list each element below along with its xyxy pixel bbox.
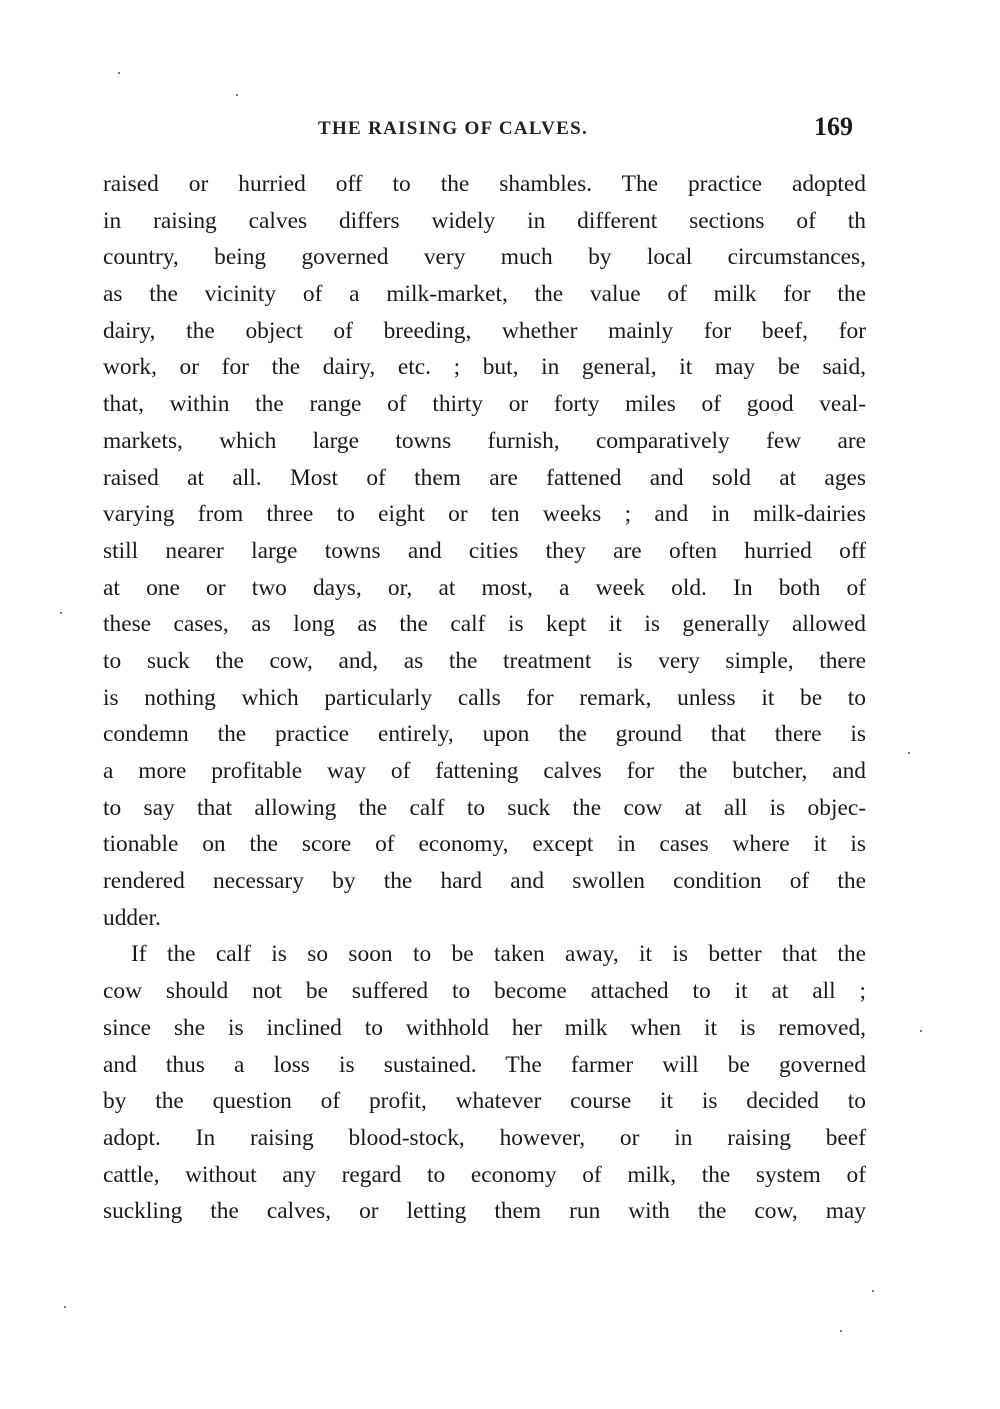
scan-speck <box>840 1330 842 1332</box>
text-line: a more profitable way of fattening calves for the butcher, and <box>103 758 866 784</box>
scan-speck <box>236 94 238 96</box>
scan-speck <box>908 752 910 754</box>
text-line: country, being governed very much by local circumstances, <box>103 244 866 271</box>
text-line: tionable on the score of economy, except in cases where it is <box>103 831 866 858</box>
text-line: by the question of profit, whatever course it is decided to <box>103 1088 866 1115</box>
scan-speck <box>920 1030 922 1032</box>
page-number: 169 <box>814 112 853 141</box>
text-line: as the vicinity of a milk-market, the value of milk for the <box>103 281 866 308</box>
text-line: suckling the calves, or letting them run with the cow, may <box>103 1198 866 1225</box>
text-line: cattle, without any regard to economy of milk, the system of <box>103 1161 866 1188</box>
text-line: raised or hurried off to the shambles. The practice adopted <box>103 171 866 197</box>
body-text <box>103 166 866 1230</box>
text-line: dairy, the object of breeding, whether mainly for beef, for <box>103 317 866 344</box>
text-line: condemn the practice entirely, upon the ground that there is <box>103 721 866 748</box>
text-line: adopt. In raising blood-stock, however, or in raising beef <box>103 1124 866 1151</box>
text-line: If the calf is so soon to be taken away, it is better that the <box>131 941 866 968</box>
running-head: THE RAISING OF CALVES. <box>318 118 589 139</box>
text-line: still nearer large towns and cities they are often hurried off <box>103 537 866 564</box>
text-line: is nothing which particularly calls for remark, unless it be to <box>103 684 866 711</box>
text-line: to suck the cow, and, as the treatment is very simple, there <box>103 647 866 674</box>
text-line: that, within the range of thirty or forty miles of good veal- <box>103 391 866 418</box>
text-line: markets, which large towns furnish, comparatively few are <box>103 427 866 454</box>
text-line: to say that allowing the calf to suck the cow at all is objec- <box>103 794 866 821</box>
text-line: since she is inclined to withhold her milk when it is removed, <box>103 1014 866 1041</box>
scan-speck <box>118 72 120 74</box>
text-line: these cases, as long as the calf is kept it is generally allowed <box>103 611 866 638</box>
scan-speck <box>60 612 62 614</box>
text-line: and thus a loss is sustained. The farmer will be governed <box>103 1051 866 1078</box>
text-line: raised at all. Most of them are fattened and sold at ages <box>103 464 866 491</box>
paragraph-1 <box>103 166 866 936</box>
text-line: rendered necessary by the hard and swollen condition of the <box>103 868 866 895</box>
scan-speck <box>64 1306 66 1308</box>
paragraph-2 <box>103 936 866 1230</box>
text-line: udder. <box>103 904 161 931</box>
text-line: at one or two days, or, at most, a week old. In both of <box>103 574 866 601</box>
text-line: cow should not be suffered to become attached to it at all ; <box>103 978 866 1005</box>
text-line: in raising calves differs widely in different sections of th <box>103 207 866 234</box>
scan-speck <box>872 1290 874 1292</box>
text-line: work, or for the dairy, etc. ; but, in general, it may be said, <box>103 354 866 381</box>
text-line: varying from three to eight or ten weeks ; and in milk-dairies <box>103 501 866 528</box>
